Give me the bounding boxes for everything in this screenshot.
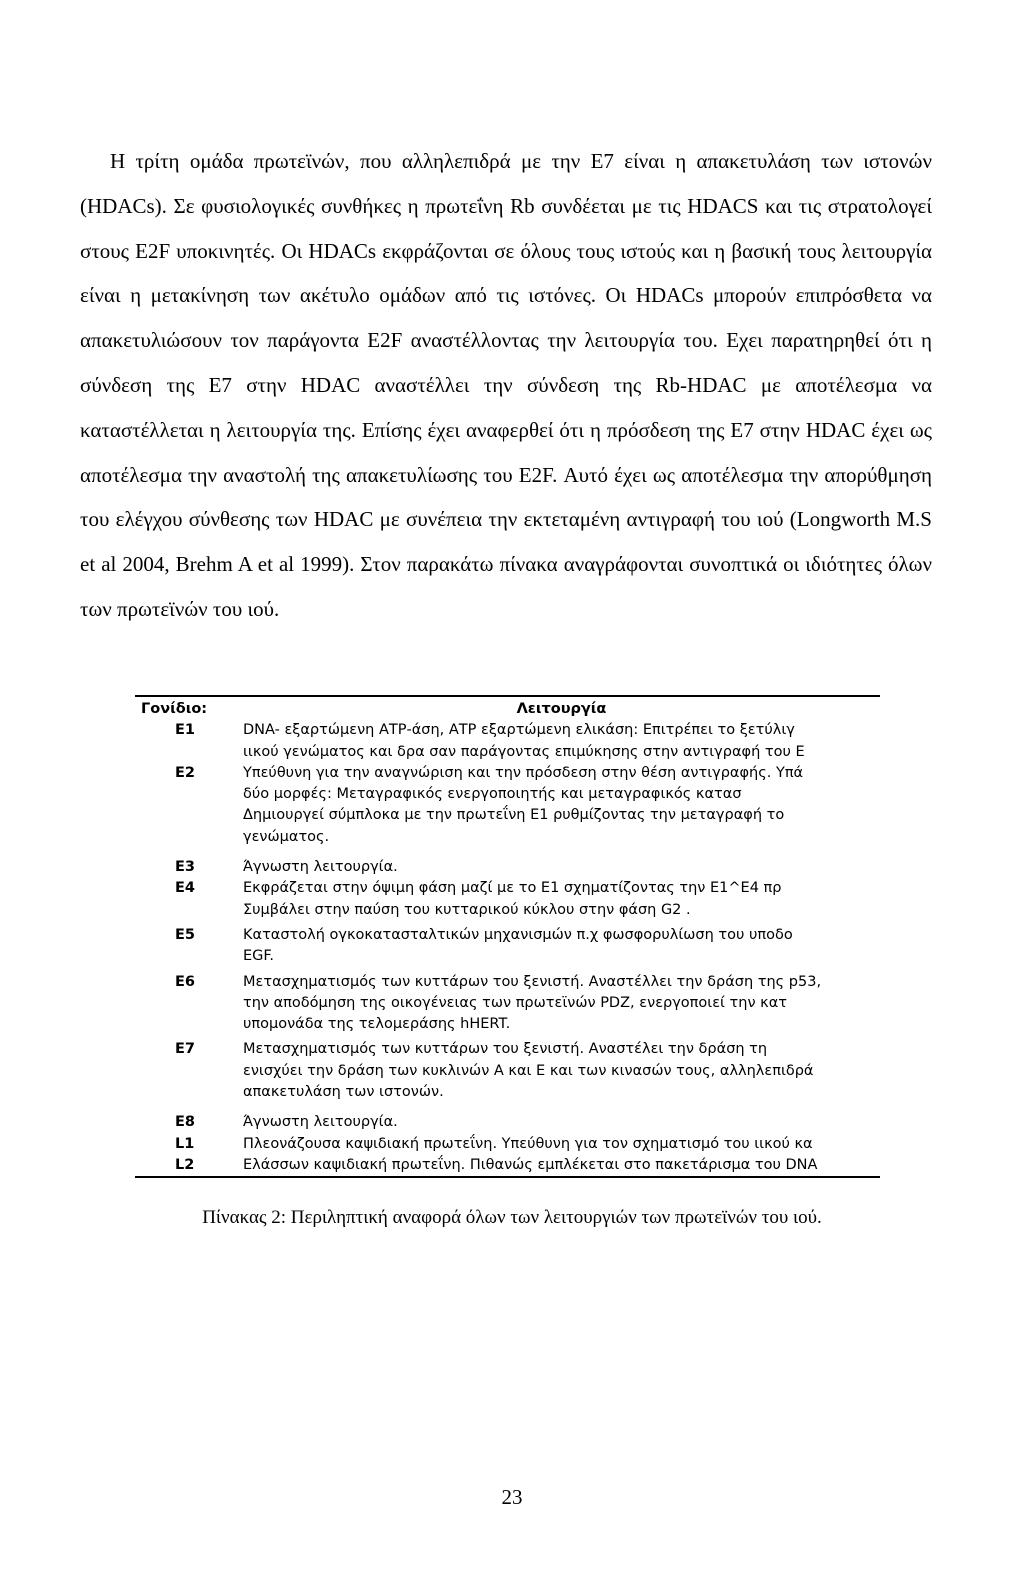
page-number: 23 (501, 1485, 523, 1509)
header-gene: Γονίδιο: (141, 701, 208, 717)
function-cell (235, 925, 880, 968)
table-row-e5 (135, 925, 880, 968)
gene-cell: E6 (175, 973, 195, 990)
function-cell (235, 720, 880, 763)
gene-function-table (135, 695, 880, 1178)
table-row-e1 (135, 720, 880, 763)
function-line: ιικού γενώματος και δρα σαν παράγοντας επιμύκησης στην αντιγραφή του Ε (243, 743, 805, 760)
table-row-e3 (135, 857, 880, 878)
gene-cell: E1 (175, 722, 195, 739)
header-function: Λειτουργία (516, 701, 607, 717)
gene-cell: L1 (175, 1135, 195, 1152)
function-line: Εκφράζεται στην όψιμη φάση μαζί με το Ε1 σχηματίζοντας την Ε1^Ε4 πρ (243, 880, 782, 897)
function-line: DNA- εξαρτώμενη ΑΤΡ-άση, ΑΤΡ εξαρτώμενη ελικάση: Επιτρέπει το ξετύλιγ (243, 722, 795, 739)
function-line: Ελάσσων καψιδιακή πρωτεΐνη. Πιθανώς εμπλέκεται στο πακετάρισμα του DNA (243, 1156, 818, 1173)
table-row-e7 (135, 1039, 880, 1103)
table-row-e6 (135, 972, 880, 1036)
function-line: γενώματος. (243, 828, 330, 845)
function-line: Υπεύθυνη για την αναγνώριση και την πρόσδεση στην θέση αντιγραφής. Υπά (243, 764, 804, 781)
function-line: Άγνωστη λειτουργία. (243, 1114, 398, 1131)
function-line: υπομονάδα της τελομεράσης hHERT. (243, 1016, 511, 1033)
gene-cell: E2 (175, 764, 195, 781)
function-line: Μετασχηματισμός των κυττάρων του ξενιστή. Αναστέλλει την δράση της p53, (243, 973, 822, 990)
function-cell (235, 763, 880, 848)
function-line: Μετασχηματισμός των κυττάρων του ξενιστή. Αναστέλει την δράση τη (243, 1041, 768, 1058)
function-line: Δημιουργεί σύμπλοκα με την πρωτεΐνη Ε1 ρυθμίζοντας την μεταγραφή το (243, 807, 785, 824)
gene-cell: E8 (175, 1114, 195, 1131)
function-line: ενισχύει την δράση των κυκλινών Α και Ε και των κινασών τους, αλληλεπιδρά (243, 1062, 814, 1079)
function-cell (235, 857, 880, 878)
table-caption: Πίνακας 2: Περιληπτική αναφορά όλων των λειτουργιών των πρωτεϊνών του ιού. (202, 1207, 822, 1228)
function-cell (235, 1112, 880, 1133)
table-header (135, 697, 880, 720)
function-line: απακετυλάση των ιστονών. (243, 1084, 444, 1101)
table-row-l2 (135, 1155, 880, 1176)
function-line: Συμβάλει στην παύση του κυτταρικού κύκλου στην φάση G2 . (243, 901, 691, 918)
table-row-l1 (135, 1134, 880, 1155)
gene-cell: E5 (175, 926, 195, 943)
function-line: την αποδόμηση της οικογένειας των πρωτεϊνών PDZ, ενεργοποιεί την κατ (243, 994, 788, 1011)
function-cell (235, 1155, 880, 1176)
gene-cell: E4 (175, 880, 195, 897)
function-line: δύο μορφές: Μεταγραφικός ενεργοποιητής και μεταγραφικός κατασ (243, 786, 742, 803)
table-row-e8 (135, 1112, 880, 1133)
function-cell (235, 972, 880, 1036)
function-cell (235, 878, 880, 921)
gene-cell: E7 (175, 1041, 195, 1058)
table-row-e4 (135, 878, 880, 921)
function-cell (235, 1134, 880, 1155)
function-line: Πλεονάζουσα καψιδιακή πρωτεΐνη. Υπεύθυνη για τον σχηματισμό του ιικού κα (243, 1135, 813, 1152)
function-line: EGF. (243, 948, 275, 965)
function-line: Άγνωστη λειτουργία. (243, 859, 398, 876)
function-line: Καταστολή ογκοκατασταλτικών μηχανισμών π.χ φωσφορυλίωση του υποδο (243, 926, 793, 943)
gene-cell: E3 (175, 859, 195, 876)
body-paragraph: Η τρίτη ομάδα πρωτεϊνών, που αλληλεπιδρά με την Ε7 είναι η απακετυλάση των ιστονών (HDACs). Σε φυσιολογικές συνθήκες η πρωτεΐνη Rb συνδέεται με τις HDACS και τις στρατολογεί στους E2F υποκινητές. Οι HDACs εκφράζονται σε όλους τους ιστούς και η βασική τους λειτουργία είναι η μετακίνηση των ακέτυλο ομάδων από τις ιστόνες. Οι HDACs μπορούν επιπρόσθετα να απακετυλιώσουν τον παράγοντα E2F αναστέλλοντας την λειτουργία του. Εχει παρατηρηθεί ότι η σύνδεση της Ε7 στην HDAC αναστέλλει την σύνδεση της Rb-HDAC με αποτέλεσμα να καταστέλλεται η λειτουργία της. Επίσης έχει αναφερθεί ότι η πρόσδεση της Ε7 στην HDAC έχει ως αποτέλεσμα την αναστολή της απακετυλίωσης του E2F. Αυτό έχει ως αποτέλεσμα την απορύθμηση του ελέγχου σύνθεσης των HDAC με συνέπεια την εκτεταμένη αντιγραφή του ιού (Longworth M.S et al 2004, Brehm A et al 1999). Στον παρακάτω πίνακα αναγράφονται συνοπτικά οι ιδιότητες όλων των πρωτεϊνών του ιού. (80, 149, 932, 621)
gene-cell: L2 (175, 1156, 195, 1173)
table-row-e2 (135, 763, 880, 848)
function-cell (235, 1039, 880, 1103)
